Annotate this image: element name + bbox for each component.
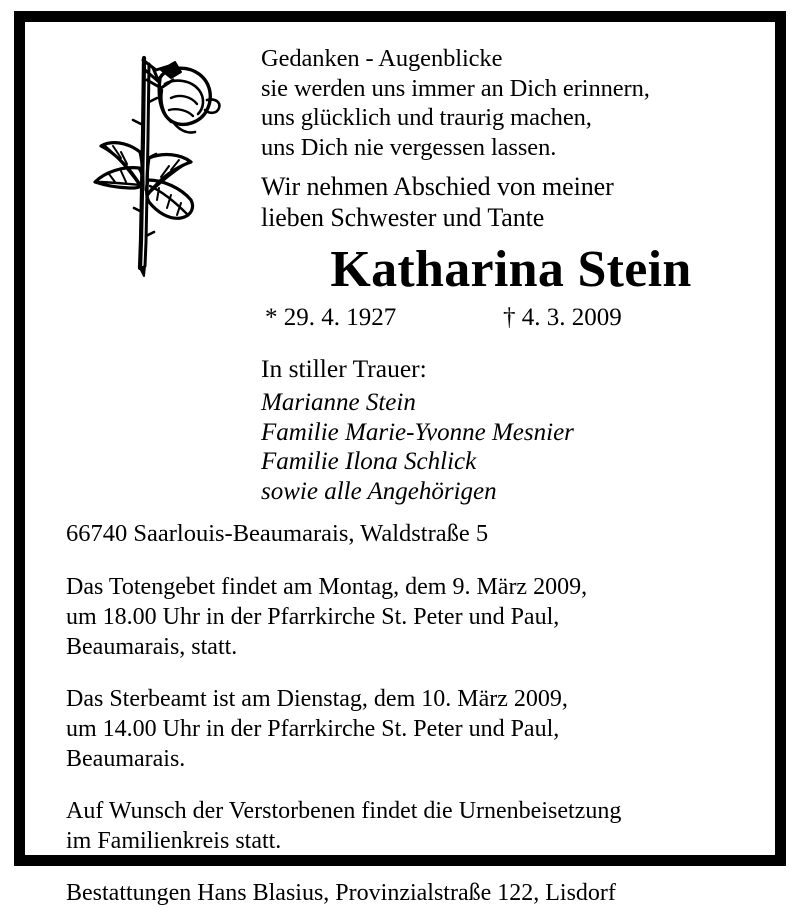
death-notice-body (25, 22, 775, 906)
prayer-service-details (66, 572, 756, 662)
burial-note-line: Auf Wunsch der Verstorbenen findet die Urnenbeisetzung (66, 798, 622, 824)
mourner-name: Familie Ilona Schlick (261, 448, 477, 475)
mourners-list (261, 388, 761, 506)
memorial-verse (261, 44, 761, 162)
death-date: † 4. 3. 2009 (503, 304, 622, 331)
birth-date: * 29. 4. 1927 (265, 304, 397, 331)
family-address: 66740 Saarlouis-Beaumarais, Waldstraße 5 (66, 520, 489, 547)
mourning-heading: In stiller Trauer: (261, 354, 427, 383)
verse-line: uns Dich nie vergessen lassen. (261, 133, 557, 161)
requiem-mass-line: um 14.00 Uhr in der Pfarrkirche St. Peter und Paul, (66, 716, 560, 742)
burial-note-line: im Familienkreis statt. (66, 828, 282, 854)
deceased-name: Katharina Stein (330, 241, 692, 298)
verse-line: sie werden uns immer an Dich erinnern, (261, 74, 650, 102)
death-notice-frame (14, 11, 786, 906)
verse-line: Gedanken - Augenblicke (261, 45, 503, 72)
burial-note (66, 796, 756, 856)
mourner-name: Familie Marie-Yvonne Mesnier (261, 418, 574, 446)
upper-text-column (261, 44, 761, 506)
requiem-mass-line: Beaumarais. (66, 746, 186, 772)
requiem-mass-line: Das Sterbeamt ist am Dienstag, dem 10. März 2009, (66, 686, 568, 712)
rose-illustration (61, 40, 236, 290)
farewell-line: Wir nehmen Abschied von meiner (261, 172, 614, 201)
life-dates (261, 303, 761, 333)
requiem-mass-details (66, 684, 756, 774)
mourner-name: Marianne Stein (261, 389, 416, 416)
lower-text-column (66, 519, 756, 908)
verse-line: uns glücklich und traurig machen, (261, 104, 592, 131)
mourner-name: sowie alle Angehörigen (261, 477, 497, 505)
prayer-service-line: Beaumarais, statt. (66, 634, 238, 660)
prayer-service-line: um 18.00 Uhr in der Pfarrkirche St. Peter und Paul, (66, 604, 560, 630)
funeral-home-credit: Bestattungen Hans Blasius, Provinzialstraße 122, Lisdorf (66, 880, 616, 906)
prayer-service-line: Das Totengebet findet am Montag, dem 9. März 2009, (66, 574, 588, 600)
farewell-statement (261, 171, 761, 233)
farewell-line: lieben Schwester und Tante (261, 203, 545, 232)
